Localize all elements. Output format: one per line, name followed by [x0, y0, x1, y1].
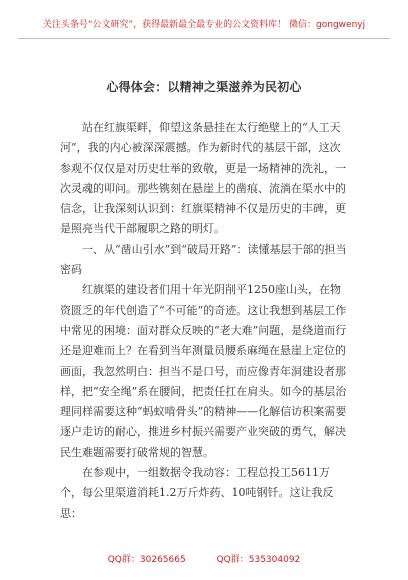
paragraph: 站在红旗渠畔，仰望这条悬挂在太行绝壁上的“人工天河”，我的内心被深深震撼。作为新时代的基层干部，这次参观不仅仅是对历史壮举的致敬，更是一场精神的洗礼，一次灵魂的叩问。那些镌刻在悬崖上的凿痕、流淌在渠水中的信念，让我深刻认识到：红旗渠精神不仅是历史的丰碑，更是照亮当代干部履职之路的明灯。	[60, 121, 346, 236]
document-body	[60, 118, 348, 524]
header-notice: 关注头条号“公文研究”，获得最新最全最专业的公文资料库！ 微信：gongwenyj	[42, 20, 366, 30]
document-title: 心得体会：以精神之渠滋养为民初心	[106, 80, 302, 94]
paragraph: 红旗渠的建设者们用十年光阴削平1250座山头，在物资匮乏的年代创造了“不可能”的奇迹。这让我想到基层工作中常见的困境：面对群众反映的“老大难”问题，是绕道而行还是迎难而上？在看到当年测量员腰系麻绳在悬崖上定位的画面，我忽然明白：担当不是口号，而应像青年洞建设者那样，把“安全绳”系在腰间，把责任扛在肩头。如今的基层治理同样需要这种“蚂蚁啃骨头”的精神——化解信访积案需要逐户走访的耐心，推进乡村振兴需要产业突破的勇气，解决民生难题需要打破常规的智慧。	[60, 283, 347, 459]
page-header	[18, 16, 390, 39]
page-footer	[0, 552, 408, 565]
footer-qq-group-1: QQ群：30265665	[107, 555, 186, 565]
footer-qq-group-2: QQ群：535304092	[216, 555, 301, 565]
section-heading: 一、从“凿山引水”到“破局开路”：读懂基层干部的担当密码	[60, 242, 347, 277]
paragraph: 在参观中，一组数据令我动容：工程总投工5611万个，每公里渠道消耗1.2万斤炸药、10吨钢钎。这让我反思：	[60, 466, 334, 520]
